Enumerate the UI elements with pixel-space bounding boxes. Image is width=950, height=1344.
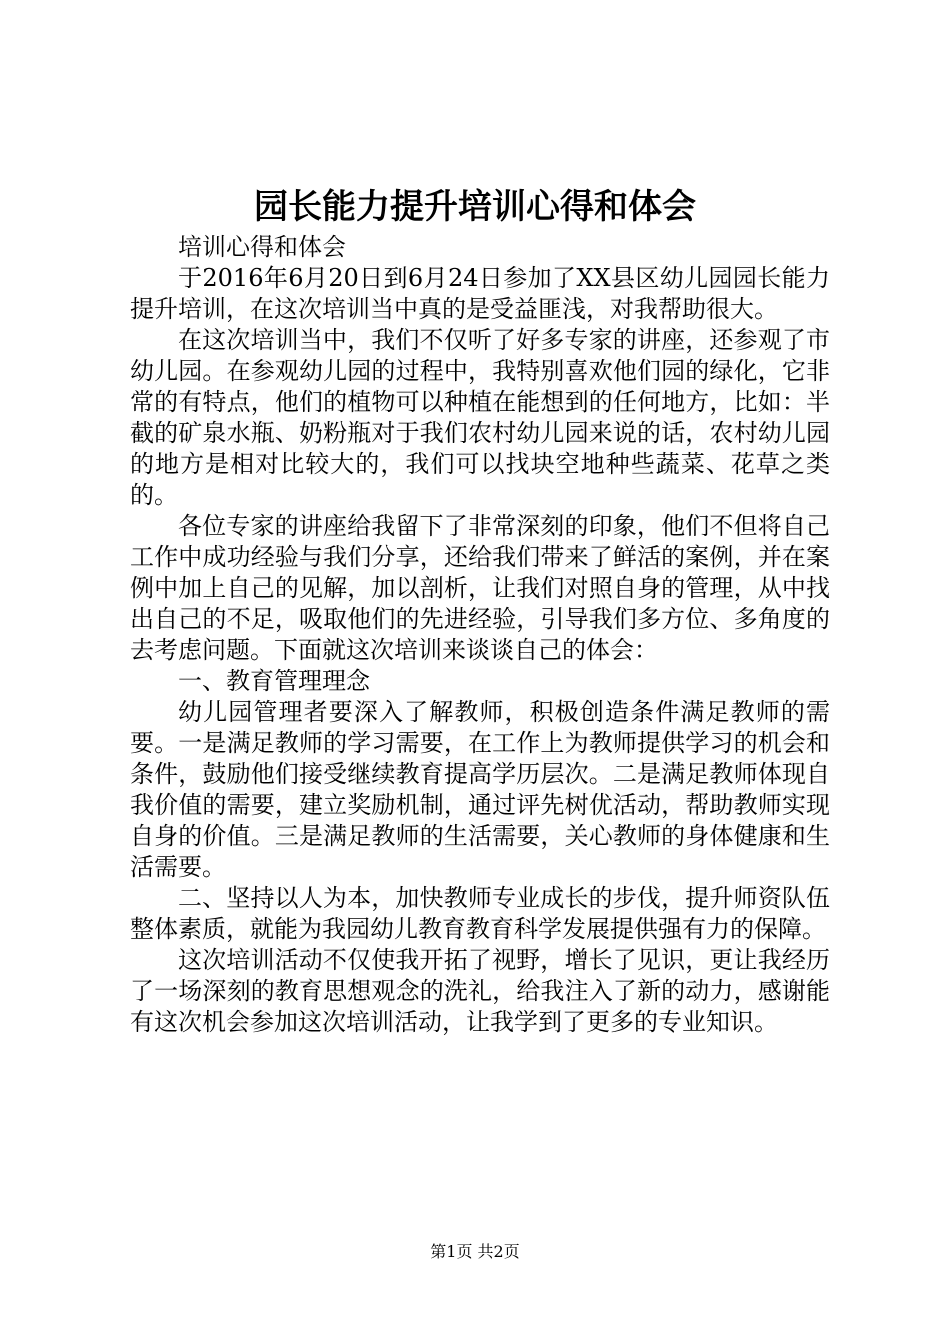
- section-heading: 一、教育管理理念: [178, 667, 370, 695]
- paragraph: 于2016年6月20日到6月24日参加了XX县区幼儿园园长能力提升培训，在这次培训当中真的是受益匪浅，对我帮助很大。: [130, 264, 830, 323]
- document-body: [130, 232, 830, 1038]
- paragraph: 这次培训活动不仅使我开拓了视野，增长了见识，更让我经历了一场深刻的教育思想观念的洗礼，给我注入了新的动力，感谢能有这次机会参加这次培训活动，让我学到了更多的专业知识。: [130, 946, 830, 1036]
- paragraph: 幼儿园管理者要深入了解教师，积极创造条件满足教师的需要。一是满足教师的学习需要，在工作上为教师提供学习的机会和条件，鼓励他们接受继续教育提高学历层次。二是满足教师体现自我价值的需要，建立奖励机制，通过评先树优活动，帮助教师实现自身的价值。三是满足教师的生活需要，关心教师的身体健康和生活需要。: [130, 698, 830, 881]
- paragraph: 在这次培训当中，我们不仅听了好多专家的讲座，还参观了市幼儿园。在参观幼儿园的过程中，我特别喜欢他们园的绿化，它非常的有特点，他们的植物可以种植在能想到的任何地方，比如：半截的矿泉水瓶、奶粉瓶对于我们农村幼儿园来说的话，农村幼儿园的地方是相对比较大的，我们可以找块空地种些蔬菜、花草之类的。: [130, 326, 830, 509]
- paragraph: 二、坚持以人为本，加快教师专业成长的步伐，提升师资队伍整体素质，就能为我园幼儿教育教育科学发展提供强有力的保障。: [130, 884, 830, 943]
- paragraph-subtitle: 培训心得和体会: [178, 233, 346, 261]
- page-number-footer: 第1页 共2页: [430, 1242, 520, 1261]
- paragraph: 各位专家的讲座给我留下了非常深刻的印象，他们不但将自己工作中成功经验与我们分享，还给我们带来了鲜活的案例，并在案例中加上自己的见解，加以剖析，让我们对照自身的管理，从中找出自己的不足，吸取他们的先进经验，引导我们多方位、多角度的去考虑问题。下面就这次培训来谈谈自己的体会：: [130, 512, 830, 664]
- document-title: 园长能力提升培训心得和体会: [254, 187, 696, 227]
